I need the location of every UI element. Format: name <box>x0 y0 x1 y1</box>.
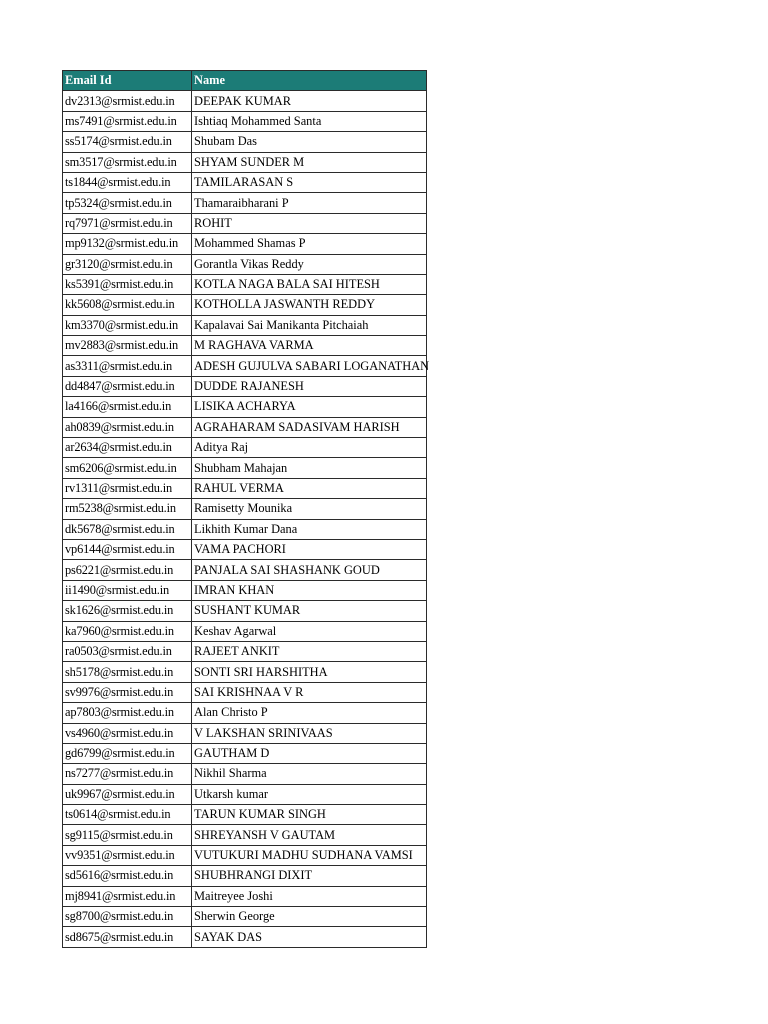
table-row <box>63 703 427 723</box>
table-row <box>63 784 427 804</box>
table-row <box>63 132 427 152</box>
table-row <box>63 499 427 519</box>
table-row <box>63 764 427 784</box>
email-cell: sk1626@srmist.edu.in <box>63 601 192 621</box>
table-row <box>63 356 427 376</box>
table-body <box>63 91 430 947</box>
table-row <box>63 560 427 580</box>
email-cell: ra0503@srmist.edu.in <box>63 641 192 661</box>
table-row <box>63 682 427 702</box>
name-cell: SHREYANSH V GAUTAM <box>192 825 427 845</box>
name-cell: IMRAN KHAN <box>192 580 427 600</box>
table-row <box>63 886 427 906</box>
table-row <box>63 376 427 396</box>
name-cell: KOTHOLLA JASWANTH REDDY <box>192 295 427 315</box>
name-cell: Aditya Raj <box>192 438 427 458</box>
email-cell: ts0614@srmist.edu.in <box>63 805 192 825</box>
email-cell: dv2313@srmist.edu.in <box>63 91 192 111</box>
name-cell: SHUBHRANGI DIXIT <box>192 866 427 886</box>
table-row <box>63 172 427 192</box>
email-cell: mj8941@srmist.edu.in <box>63 886 192 906</box>
table-row <box>63 152 427 172</box>
email-cell: ps6221@srmist.edu.in <box>63 560 192 580</box>
email-cell: sm6206@srmist.edu.in <box>63 458 192 478</box>
email-cell: sg8700@srmist.edu.in <box>63 907 192 927</box>
table-row <box>63 519 427 539</box>
email-cell: km3370@srmist.edu.in <box>63 315 192 335</box>
name-cell: VUTUKURI MADHU SUDHANA VAMSI <box>192 845 427 865</box>
email-cell: tp5324@srmist.edu.in <box>63 193 192 213</box>
name-cell: VAMA PACHORI <box>192 539 427 559</box>
email-cell: vp6144@srmist.edu.in <box>63 539 192 559</box>
email-cell: mp9132@srmist.edu.in <box>63 234 192 254</box>
email-name-table-container <box>62 70 430 948</box>
table-row <box>63 743 427 763</box>
name-cell: M RAGHAVA VARMA <box>192 336 427 356</box>
name-cell: Mohammed Shamas P <box>192 234 427 254</box>
table-row <box>63 845 427 865</box>
email-cell: rm5238@srmist.edu.in <box>63 499 192 519</box>
table-row <box>63 478 427 498</box>
name-cell: PANJALA SAI SHASHANK GOUD <box>192 560 427 580</box>
name-cell: V LAKSHAN SRINIVAAS <box>192 723 427 743</box>
email-cell: ap7803@srmist.edu.in <box>63 703 192 723</box>
name-cell: GAUTHAM D <box>192 743 427 763</box>
email-cell: as3311@srmist.edu.in <box>63 356 192 376</box>
name-cell: RAJEET ANKIT <box>192 641 427 661</box>
table-row <box>63 315 427 335</box>
name-cell: RAHUL VERMA <box>192 478 427 498</box>
email-cell: gr3120@srmist.edu.in <box>63 254 192 274</box>
name-cell: SAI KRISHNAA V R <box>192 682 427 702</box>
table-row <box>63 336 427 356</box>
email-cell: la4166@srmist.edu.in <box>63 397 192 417</box>
email-cell: vv9351@srmist.edu.in <box>63 845 192 865</box>
name-cell: Kapalavai Sai Manikanta Pitchaiah <box>192 315 427 335</box>
table-row <box>63 111 427 131</box>
name-cell: TARUN KUMAR SINGH <box>192 805 427 825</box>
name-cell: Nikhil Sharma <box>192 764 427 784</box>
name-cell: SHYAM SUNDER M <box>192 152 427 172</box>
email-cell: uk9967@srmist.edu.in <box>63 784 192 804</box>
table-row <box>63 193 427 213</box>
table-row <box>63 295 427 315</box>
email-cell: rv1311@srmist.edu.in <box>63 478 192 498</box>
table-row <box>63 438 427 458</box>
email-cell: sd8675@srmist.edu.in <box>63 927 192 947</box>
name-cell: Ishtiaq Mohammed Santa <box>192 111 427 131</box>
name-cell: Ramisetty Mounika <box>192 499 427 519</box>
email-cell: kk5608@srmist.edu.in <box>63 295 192 315</box>
table-row <box>63 927 427 947</box>
email-cell: mv2883@srmist.edu.in <box>63 336 192 356</box>
email-cell: sg9115@srmist.edu.in <box>63 825 192 845</box>
table-row <box>63 274 427 294</box>
name-cell: AGRAHARAM SADASIVAM HARISH <box>192 417 427 437</box>
name-cell: Thamaraibharani P <box>192 193 427 213</box>
table-row <box>63 641 427 661</box>
name-cell: Likhith Kumar Dana <box>192 519 427 539</box>
name-cell: LISIKA ACHARYA <box>192 397 427 417</box>
name-cell: Shubam Das <box>192 132 427 152</box>
name-cell: DUDDE RAJANESH <box>192 376 427 396</box>
table-header <box>63 71 427 91</box>
table-row <box>63 254 427 274</box>
name-column-header: Name <box>192 71 427 91</box>
name-cell: Shubham Mahajan <box>192 458 427 478</box>
email-cell: ms7491@srmist.edu.in <box>63 111 192 131</box>
table-row <box>63 91 427 111</box>
name-cell: KOTLA NAGA BALA SAI HITESH <box>192 274 427 294</box>
name-cell: Gorantla Vikas Reddy <box>192 254 427 274</box>
table-row <box>63 417 427 437</box>
table-row <box>63 601 427 621</box>
email-cell: dk5678@srmist.edu.in <box>63 519 192 539</box>
email-cell: gd6799@srmist.edu.in <box>63 743 192 763</box>
email-cell: vs4960@srmist.edu.in <box>63 723 192 743</box>
table-row <box>63 825 427 845</box>
email-cell: sd5616@srmist.edu.in <box>63 866 192 886</box>
name-cell: SAYAK DAS <box>192 927 427 947</box>
email-cell: ns7277@srmist.edu.in <box>63 764 192 784</box>
name-cell: ROHIT <box>192 213 427 233</box>
email-name-table <box>62 70 430 948</box>
email-cell: ts1844@srmist.edu.in <box>63 172 192 192</box>
table-row <box>63 805 427 825</box>
name-cell: Alan Christo P <box>192 703 427 723</box>
name-cell: Utkarsh kumar <box>192 784 427 804</box>
email-cell: ka7960@srmist.edu.in <box>63 621 192 641</box>
name-cell: SUSHANT KUMAR <box>192 601 427 621</box>
email-cell: sh5178@srmist.edu.in <box>63 662 192 682</box>
email-cell: ii1490@srmist.edu.in <box>63 580 192 600</box>
name-cell: ADESH GUJULVA SABARI LOGANATHAN <box>192 356 427 376</box>
table-row <box>63 723 427 743</box>
email-cell: dd4847@srmist.edu.in <box>63 376 192 396</box>
table-row <box>63 621 427 641</box>
email-cell: ah0839@srmist.edu.in <box>63 417 192 437</box>
email-cell: sv9976@srmist.edu.in <box>63 682 192 702</box>
name-cell: Maitreyee Joshi <box>192 886 427 906</box>
email-column-header: Email Id <box>63 71 192 91</box>
name-cell: DEEPAK KUMAR <box>192 91 427 111</box>
table-row <box>63 539 427 559</box>
table-row <box>63 580 427 600</box>
email-cell: ar2634@srmist.edu.in <box>63 438 192 458</box>
table-row <box>63 662 427 682</box>
table-row <box>63 213 427 233</box>
email-cell: ks5391@srmist.edu.in <box>63 274 192 294</box>
table-row <box>63 907 427 927</box>
table-row <box>63 866 427 886</box>
table-row <box>63 397 427 417</box>
header-row <box>63 71 427 91</box>
name-cell: SONTI SRI HARSHITHA <box>192 662 427 682</box>
email-cell: sm3517@srmist.edu.in <box>63 152 192 172</box>
name-cell: Keshav Agarwal <box>192 621 427 641</box>
table-row <box>63 234 427 254</box>
name-cell: TAMILARASAN S <box>192 172 427 192</box>
email-cell: ss5174@srmist.edu.in <box>63 132 192 152</box>
table-row <box>63 458 427 478</box>
email-cell: rq7971@srmist.edu.in <box>63 213 192 233</box>
name-cell: Sherwin George <box>192 907 427 927</box>
